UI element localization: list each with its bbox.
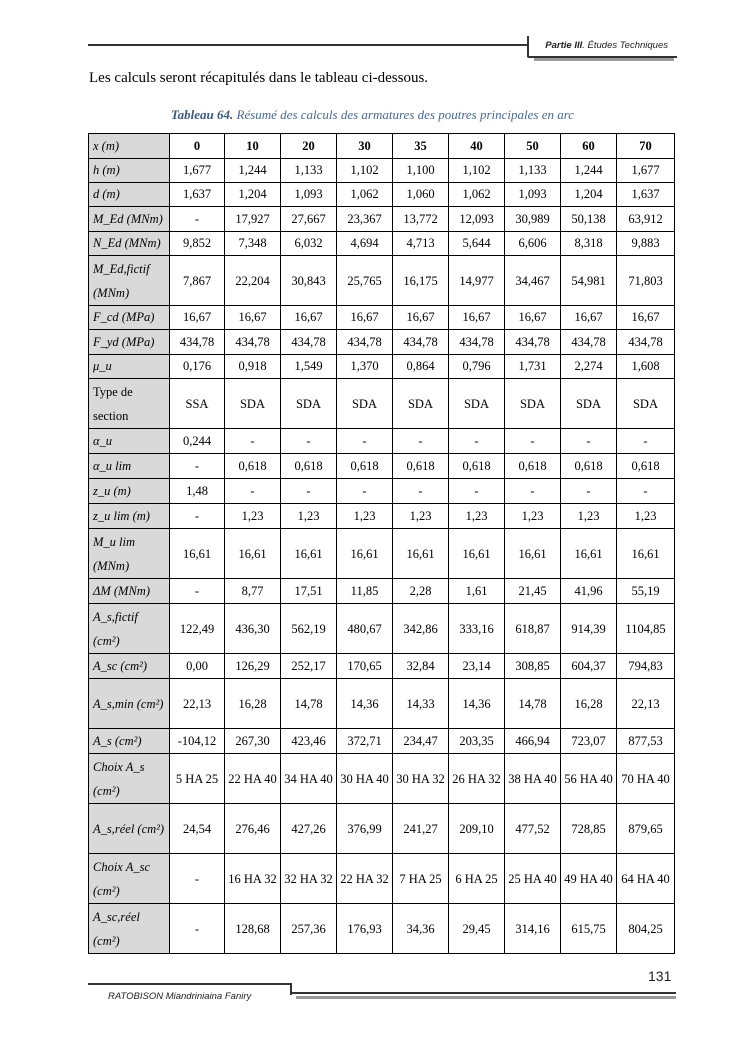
table-header-row [89, 134, 675, 159]
row-label: M_Ed (MNm) [89, 207, 170, 232]
row-label: d (m) [89, 183, 170, 207]
table-cell: 604,37 [561, 654, 617, 679]
table-cell: 0,618 [225, 454, 281, 479]
table-cell: SDA [393, 379, 449, 429]
table-cell: - [393, 429, 449, 454]
table-cell: 22 HA 40 [225, 754, 281, 804]
table-cell: 17,51 [281, 579, 337, 604]
table-cell: 16,67 [281, 306, 337, 330]
row-label: F_yd (MPa) [89, 330, 170, 355]
table-cell: 1,23 [393, 504, 449, 529]
table-cell: 16,67 [393, 306, 449, 330]
table-cell: 1,23 [337, 504, 393, 529]
table-cell: - [170, 854, 225, 904]
table-cell: - [170, 579, 225, 604]
row-label: A_s,réel (cm²) [89, 804, 170, 854]
table-cell: 372,71 [337, 729, 393, 754]
table-cell: 1,731 [505, 355, 561, 379]
table-cell: 1,677 [170, 159, 225, 183]
table-cell: 1,102 [337, 159, 393, 183]
table-cell: 7 HA 25 [393, 854, 449, 904]
table-cell: 126,29 [225, 654, 281, 679]
page-number: 131 [648, 968, 672, 984]
table-cell: - [617, 429, 675, 454]
table-cell: SDA [225, 379, 281, 429]
table-cell: 257,36 [281, 904, 337, 954]
table-cell: 203,35 [449, 729, 505, 754]
table-cell: 16,28 [561, 679, 617, 729]
table-cell: 17,927 [225, 207, 281, 232]
row-label: N_Ed (MNm) [89, 232, 170, 256]
table-row [89, 355, 675, 379]
table-cell: 16,61 [449, 529, 505, 579]
table-cell: 2,274 [561, 355, 617, 379]
table-cell: 423,46 [281, 729, 337, 754]
table-cell: - [170, 904, 225, 954]
table-cell: 728,85 [561, 804, 617, 854]
table-cell: 1,244 [561, 159, 617, 183]
table-cell: - [281, 429, 337, 454]
table-row [89, 429, 675, 454]
table-cell: 794,83 [617, 654, 675, 679]
table-cell: - [617, 479, 675, 504]
table-cell: 14,36 [449, 679, 505, 729]
table-cell: 1,23 [617, 504, 675, 529]
table-cell: 1,23 [225, 504, 281, 529]
table-cell: 314,16 [505, 904, 561, 954]
header-cell: 35 [393, 134, 449, 159]
caption-title: Résumé des calculs des armatures des poutres principales en arc [233, 107, 575, 122]
row-label: A_s,fictif (cm²) [89, 604, 170, 654]
table-row [89, 754, 675, 804]
reinforcement-table [88, 133, 675, 954]
table-cell: - [170, 504, 225, 529]
table-cell: 16,61 [561, 529, 617, 579]
table-cell: 16,61 [170, 529, 225, 579]
table-cell: 4,694 [337, 232, 393, 256]
table-cell: - [281, 479, 337, 504]
footer-shadow [296, 996, 676, 999]
table-cell: 434,78 [281, 330, 337, 355]
header-cell: 10 [225, 134, 281, 159]
table-cell: 308,85 [505, 654, 561, 679]
table-cell: 8,77 [225, 579, 281, 604]
table-cell: - [561, 479, 617, 504]
table-cell: 71,803 [617, 256, 675, 306]
header-section: . Études Techniques [582, 40, 668, 51]
table-cell: 25,765 [337, 256, 393, 306]
table-cell: 0,864 [393, 355, 449, 379]
table-cell: 16,67 [225, 306, 281, 330]
table-cell: 1,637 [170, 183, 225, 207]
table-cell: 6 HA 25 [449, 854, 505, 904]
table-cell: - [393, 479, 449, 504]
table-cell: 1,204 [561, 183, 617, 207]
table-cell: 30,989 [505, 207, 561, 232]
table-cell: 0,618 [337, 454, 393, 479]
header-cell: 20 [281, 134, 337, 159]
table-cell: 434,78 [225, 330, 281, 355]
table-cell: 1,61 [449, 579, 505, 604]
table-cell: 4,713 [393, 232, 449, 256]
table-row [89, 604, 675, 654]
table-cell: -104,12 [170, 729, 225, 754]
table-cell: 22,204 [225, 256, 281, 306]
table-cell: 16,61 [505, 529, 561, 579]
table-cell: 13,772 [393, 207, 449, 232]
table-cell: 14,78 [281, 679, 337, 729]
footer-author: RATOBISON Miandriniaina Faniry [108, 991, 252, 1002]
row-label: z_u lim (m) [89, 504, 170, 529]
table-cell: 0,618 [281, 454, 337, 479]
table-row [89, 579, 675, 604]
table-cell: 1,677 [617, 159, 675, 183]
table-cell: 22,13 [170, 679, 225, 729]
table-cell: 16,67 [337, 306, 393, 330]
row-label: z_u (m) [89, 479, 170, 504]
table-cell: 376,99 [337, 804, 393, 854]
table-cell: 30,843 [281, 256, 337, 306]
table-cell: SDA [617, 379, 675, 429]
table-row [89, 306, 675, 330]
table-cell: 0,618 [393, 454, 449, 479]
table-cell: 1,23 [449, 504, 505, 529]
header-cell: 0 [170, 134, 225, 159]
table-cell: 63,912 [617, 207, 675, 232]
table-cell: 209,10 [449, 804, 505, 854]
intro-paragraph: Les calculs seront récapitulés dans le tableau ci-dessous. [89, 70, 429, 86]
table-cell: 16,67 [505, 306, 561, 330]
header-cell: 40 [449, 134, 505, 159]
table-row [89, 330, 675, 355]
header-cell: 50 [505, 134, 561, 159]
row-label: M_u lim (MNm) [89, 529, 170, 579]
table-cell: 1,244 [225, 159, 281, 183]
table-cell: 6,032 [281, 232, 337, 256]
table-cell: 12,093 [449, 207, 505, 232]
table-cell: 29,45 [449, 904, 505, 954]
table-cell: 0,618 [617, 454, 675, 479]
table-cell: 55,19 [617, 579, 675, 604]
table-cell: SDA [561, 379, 617, 429]
table-cell: 615,75 [561, 904, 617, 954]
table-cell: 0,00 [170, 654, 225, 679]
table-cell: SSA [170, 379, 225, 429]
table-cell: 434,78 [617, 330, 675, 355]
table-cell: 22,13 [617, 679, 675, 729]
table-cell: 49 HA 40 [561, 854, 617, 904]
table-cell: 8,318 [561, 232, 617, 256]
table-cell: 1,062 [337, 183, 393, 207]
table-cell: 16,61 [617, 529, 675, 579]
table-cell: SDA [505, 379, 561, 429]
table-cell: 723,07 [561, 729, 617, 754]
table-cell: 434,78 [449, 330, 505, 355]
row-label: M_Ed,fictif (MNm) [89, 256, 170, 306]
table-cell: 0,796 [449, 355, 505, 379]
footer-rule [290, 992, 676, 994]
table-cell: 0,176 [170, 355, 225, 379]
table-cell: 436,30 [225, 604, 281, 654]
table-row [89, 904, 675, 954]
table-cell: 23,14 [449, 654, 505, 679]
table-cell: - [225, 479, 281, 504]
table-cell: 9,883 [617, 232, 675, 256]
table-cell: 1,062 [449, 183, 505, 207]
table-cell: 1,48 [170, 479, 225, 504]
table-row [89, 529, 675, 579]
table-cell: 34 HA 40 [281, 754, 337, 804]
table-cell: 267,30 [225, 729, 281, 754]
table-cell: 1104,85 [617, 604, 675, 654]
table-cell: 16,61 [393, 529, 449, 579]
row-label: A_sc (cm²) [89, 654, 170, 679]
table-row [89, 379, 675, 429]
table-row [89, 183, 675, 207]
table-cell: - [561, 429, 617, 454]
table-cell: 562,19 [281, 604, 337, 654]
table-cell: 22 HA 32 [337, 854, 393, 904]
table-cell: 16,67 [561, 306, 617, 330]
table-cell: 0,244 [170, 429, 225, 454]
table-cell: 56 HA 40 [561, 754, 617, 804]
table-cell: 434,78 [561, 330, 617, 355]
table-cell: - [505, 479, 561, 504]
table-cell: 427,26 [281, 804, 337, 854]
table-cell: 16,61 [281, 529, 337, 579]
table-row [89, 232, 675, 256]
header-cell: 60 [561, 134, 617, 159]
table-cell: 804,25 [617, 904, 675, 954]
table-cell: 2,28 [393, 579, 449, 604]
table-cell: 0,618 [505, 454, 561, 479]
table-cell: SDA [281, 379, 337, 429]
table-cell: 1,133 [505, 159, 561, 183]
row-label: α_u [89, 429, 170, 454]
table-cell: 34,467 [505, 256, 561, 306]
table-cell: 466,94 [505, 729, 561, 754]
table-cell: 1,23 [561, 504, 617, 529]
row-label: A_s (cm²) [89, 729, 170, 754]
table-cell: 480,67 [337, 604, 393, 654]
table-cell: 1,370 [337, 355, 393, 379]
table-cell: 32,84 [393, 654, 449, 679]
table-cell: SDA [337, 379, 393, 429]
row-label: Choix A_s (cm²) [89, 754, 170, 804]
header-label-x: x (m) [89, 134, 170, 159]
table-cell: 16,67 [170, 306, 225, 330]
table-row [89, 479, 675, 504]
table-cell: 9,852 [170, 232, 225, 256]
table-cell: - [170, 454, 225, 479]
table-cell: 50,138 [561, 207, 617, 232]
row-label: α_u lim [89, 454, 170, 479]
table-cell: - [337, 479, 393, 504]
header-cell: 30 [337, 134, 393, 159]
table-cell: 122,49 [170, 604, 225, 654]
table-cell: 16,61 [337, 529, 393, 579]
table-row [89, 654, 675, 679]
table-cell: 1,608 [617, 355, 675, 379]
table-cell: 14,78 [505, 679, 561, 729]
table-cell: 434,78 [337, 330, 393, 355]
table-cell: 1,093 [281, 183, 337, 207]
table-cell: 0,618 [449, 454, 505, 479]
table-cell: 16 HA 32 [225, 854, 281, 904]
table-cell: 30 HA 40 [337, 754, 393, 804]
table-cell: 170,65 [337, 654, 393, 679]
table-cell: 25 HA 40 [505, 854, 561, 904]
table-cell: - [170, 207, 225, 232]
table-row [89, 854, 675, 904]
table-cell: 879,65 [617, 804, 675, 854]
table-row [89, 159, 675, 183]
table-cell: 1,093 [505, 183, 561, 207]
table-cell: - [225, 429, 281, 454]
table-cell: 0,618 [561, 454, 617, 479]
table-row [89, 454, 675, 479]
table-cell: 21,45 [505, 579, 561, 604]
table-cell: 342,86 [393, 604, 449, 654]
table-cell: 434,78 [170, 330, 225, 355]
table-cell: 618,87 [505, 604, 561, 654]
table-cell: 41,96 [561, 579, 617, 604]
table-cell: 1,204 [225, 183, 281, 207]
table-cell: 70 HA 40 [617, 754, 675, 804]
table-row [89, 504, 675, 529]
table-cell: 1,133 [281, 159, 337, 183]
table-cell: 14,33 [393, 679, 449, 729]
table-cell: 276,46 [225, 804, 281, 854]
table-cell: 14,977 [449, 256, 505, 306]
row-label: F_cd (MPa) [89, 306, 170, 330]
table-cell: 26 HA 32 [449, 754, 505, 804]
table-cell: 32 HA 32 [281, 854, 337, 904]
table-cell: 1,060 [393, 183, 449, 207]
table-cell: 176,93 [337, 904, 393, 954]
running-header [545, 40, 668, 51]
table-cell: 1,102 [449, 159, 505, 183]
table-cell: 1,549 [281, 355, 337, 379]
table-cell: 16,67 [449, 306, 505, 330]
table-cell: 333,16 [449, 604, 505, 654]
table-cell: 54,981 [561, 256, 617, 306]
table-cell: 477,52 [505, 804, 561, 854]
header-rule [88, 44, 528, 46]
table-row [89, 207, 675, 232]
table-caption [0, 107, 745, 123]
table-cell: 241,27 [393, 804, 449, 854]
row-label: h (m) [89, 159, 170, 183]
table-row [89, 804, 675, 854]
table-row [89, 679, 675, 729]
table-cell: 16,28 [225, 679, 281, 729]
table-cell: 34,36 [393, 904, 449, 954]
table-body [89, 134, 675, 954]
table-row [89, 729, 675, 754]
table-cell: 16,61 [225, 529, 281, 579]
table-cell: - [449, 429, 505, 454]
table-cell: 1,23 [281, 504, 337, 529]
table-cell: 0,918 [225, 355, 281, 379]
row-label: Choix A_sc (cm²) [89, 854, 170, 904]
table-cell: 877,53 [617, 729, 675, 754]
header-part: Partie III [545, 40, 583, 51]
row-label: Type de section [89, 379, 170, 429]
table-cell: 6,606 [505, 232, 561, 256]
table-cell: 1,23 [505, 504, 561, 529]
table-cell: SDA [449, 379, 505, 429]
table-cell: - [449, 479, 505, 504]
caption-number: Tableau 64. [170, 107, 234, 122]
table-cell: 14,36 [337, 679, 393, 729]
table-cell: 64 HA 40 [617, 854, 675, 904]
header-cell: 70 [617, 134, 675, 159]
table-cell: 30 HA 32 [393, 754, 449, 804]
table-cell: 234,47 [393, 729, 449, 754]
table-cell: - [505, 429, 561, 454]
table-cell: 1,100 [393, 159, 449, 183]
header-shadow [534, 58, 674, 61]
table-cell: 16,67 [617, 306, 675, 330]
row-label: A_sc,réel (cm²) [89, 904, 170, 954]
table-cell: 23,367 [337, 207, 393, 232]
table-cell: 11,85 [337, 579, 393, 604]
table-cell: 252,17 [281, 654, 337, 679]
table-cell: 434,78 [393, 330, 449, 355]
table-cell: 128,68 [225, 904, 281, 954]
table-cell: 914,39 [561, 604, 617, 654]
table-cell: 7,867 [170, 256, 225, 306]
table-cell: 24,54 [170, 804, 225, 854]
table-cell: 27,667 [281, 207, 337, 232]
table-cell: 5 HA 25 [170, 754, 225, 804]
row-label: μ_u [89, 355, 170, 379]
table-cell: 5,644 [449, 232, 505, 256]
table-cell: 16,175 [393, 256, 449, 306]
row-label: ΔM (MNm) [89, 579, 170, 604]
table-cell: - [337, 429, 393, 454]
row-label: A_s,min (cm²) [89, 679, 170, 729]
table-cell: 1,637 [617, 183, 675, 207]
table-row [89, 256, 675, 306]
table-cell: 434,78 [505, 330, 561, 355]
table-cell: 38 HA 40 [505, 754, 561, 804]
table-cell: 7,348 [225, 232, 281, 256]
